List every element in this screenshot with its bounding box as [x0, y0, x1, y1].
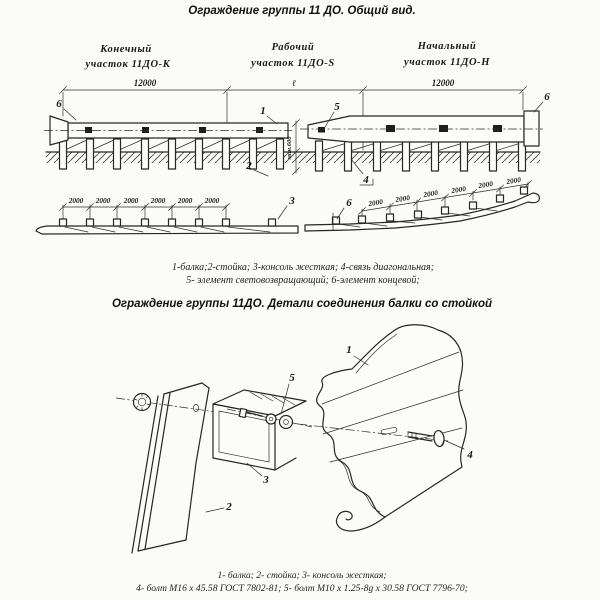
- spacing-dim-label: 2000: [95, 196, 111, 205]
- spacing-dim-label: 2000: [367, 196, 384, 209]
- spacing-dim-label: 2000: [394, 192, 411, 205]
- section-end-line1: Конечный: [100, 44, 152, 55]
- plan-rail-left: [36, 226, 298, 234]
- overview-caption-line2: 5- элемент световозвращающий; 6-элемент концевой;: [186, 275, 420, 286]
- dim-12000-left: 12000: [133, 78, 157, 88]
- detail-caption-line1: 1- балка; 2- стойка; 3- консоль жесткая;: [217, 570, 387, 581]
- elevation-view: [44, 91, 550, 186]
- section-start-line2: участок 11ДО-Н: [403, 57, 491, 68]
- spacing-dim-label: 2000: [177, 196, 193, 205]
- detail-beam: [317, 325, 467, 531]
- plan-view: [36, 175, 539, 234]
- spacing-dim-label: 2000: [204, 196, 220, 205]
- label-end-right: 6: [544, 91, 550, 103]
- label-detail-bolt-m10: 5: [289, 372, 295, 384]
- overview-drawing: [36, 5, 550, 286]
- detail-title: Ограждение группы 11ДО. Детали соединения балки со стойкой: [111, 298, 493, 310]
- label-detail-console: 3: [263, 474, 269, 486]
- section-headers: [83, 41, 490, 70]
- spacing-dim-label: 2000: [150, 196, 166, 205]
- overview-caption-line1: 1-балка;2-стойка; 3-консоль жесткая; 4-связь диагональная;: [171, 262, 435, 273]
- label-end-left: 6: [56, 98, 62, 110]
- spacing-dim-label: 2000: [68, 196, 84, 205]
- label-detail-bolt-m16: 4: [467, 449, 473, 461]
- section-start-line1: Начальный: [417, 41, 477, 52]
- plan-rail-right: [305, 193, 539, 231]
- section-work-line1: Рабочий: [271, 42, 315, 53]
- detail-caption-line2: 4- болт М16 х 45.58 ГОСТ 7802-81; 5- болт М10 х 1.25-8g х 30.58 ГОСТ 7796-70;: [136, 583, 468, 594]
- section-end-line2: участок 11ДО-К: [85, 59, 171, 70]
- beam-bottom-hook: [337, 511, 385, 531]
- nut-and-washer: [134, 394, 151, 411]
- label-detail-post: 2: [226, 501, 232, 513]
- spacing-dim-label: 2000: [505, 174, 522, 187]
- label-console-plan: 3: [289, 195, 295, 207]
- height-dim-label: мин.600: [286, 136, 293, 160]
- plan-dims-left: [60, 196, 230, 219]
- label-reflector: 5: [334, 101, 340, 113]
- spacing-dim-label: 2000: [477, 178, 494, 191]
- spacing-dim-label: 2000: [422, 187, 439, 200]
- spacing-dim-label: 2000: [450, 183, 467, 196]
- detail-console: [213, 390, 306, 470]
- overview-title: Ограждение группы 11 ДО. Общий вид.: [188, 5, 416, 17]
- end-element-right: [524, 111, 539, 146]
- label-detail-beam: 1: [346, 344, 352, 356]
- section-work-line2: участок 11ДО-S: [251, 58, 335, 69]
- beam-right: [300, 111, 543, 146]
- plan-posts-left: [60, 219, 276, 226]
- spacing-dim-label: 2000: [123, 196, 139, 205]
- dim-length-l: ℓ: [292, 78, 296, 88]
- detail-drawing: [112, 298, 492, 594]
- label-end-plan: 6: [346, 197, 352, 209]
- label-post: 2: [246, 160, 252, 172]
- dim-12000-right: 12000: [431, 78, 455, 88]
- label-diagonal: 4: [363, 174, 369, 186]
- label-beam: 1: [260, 105, 266, 117]
